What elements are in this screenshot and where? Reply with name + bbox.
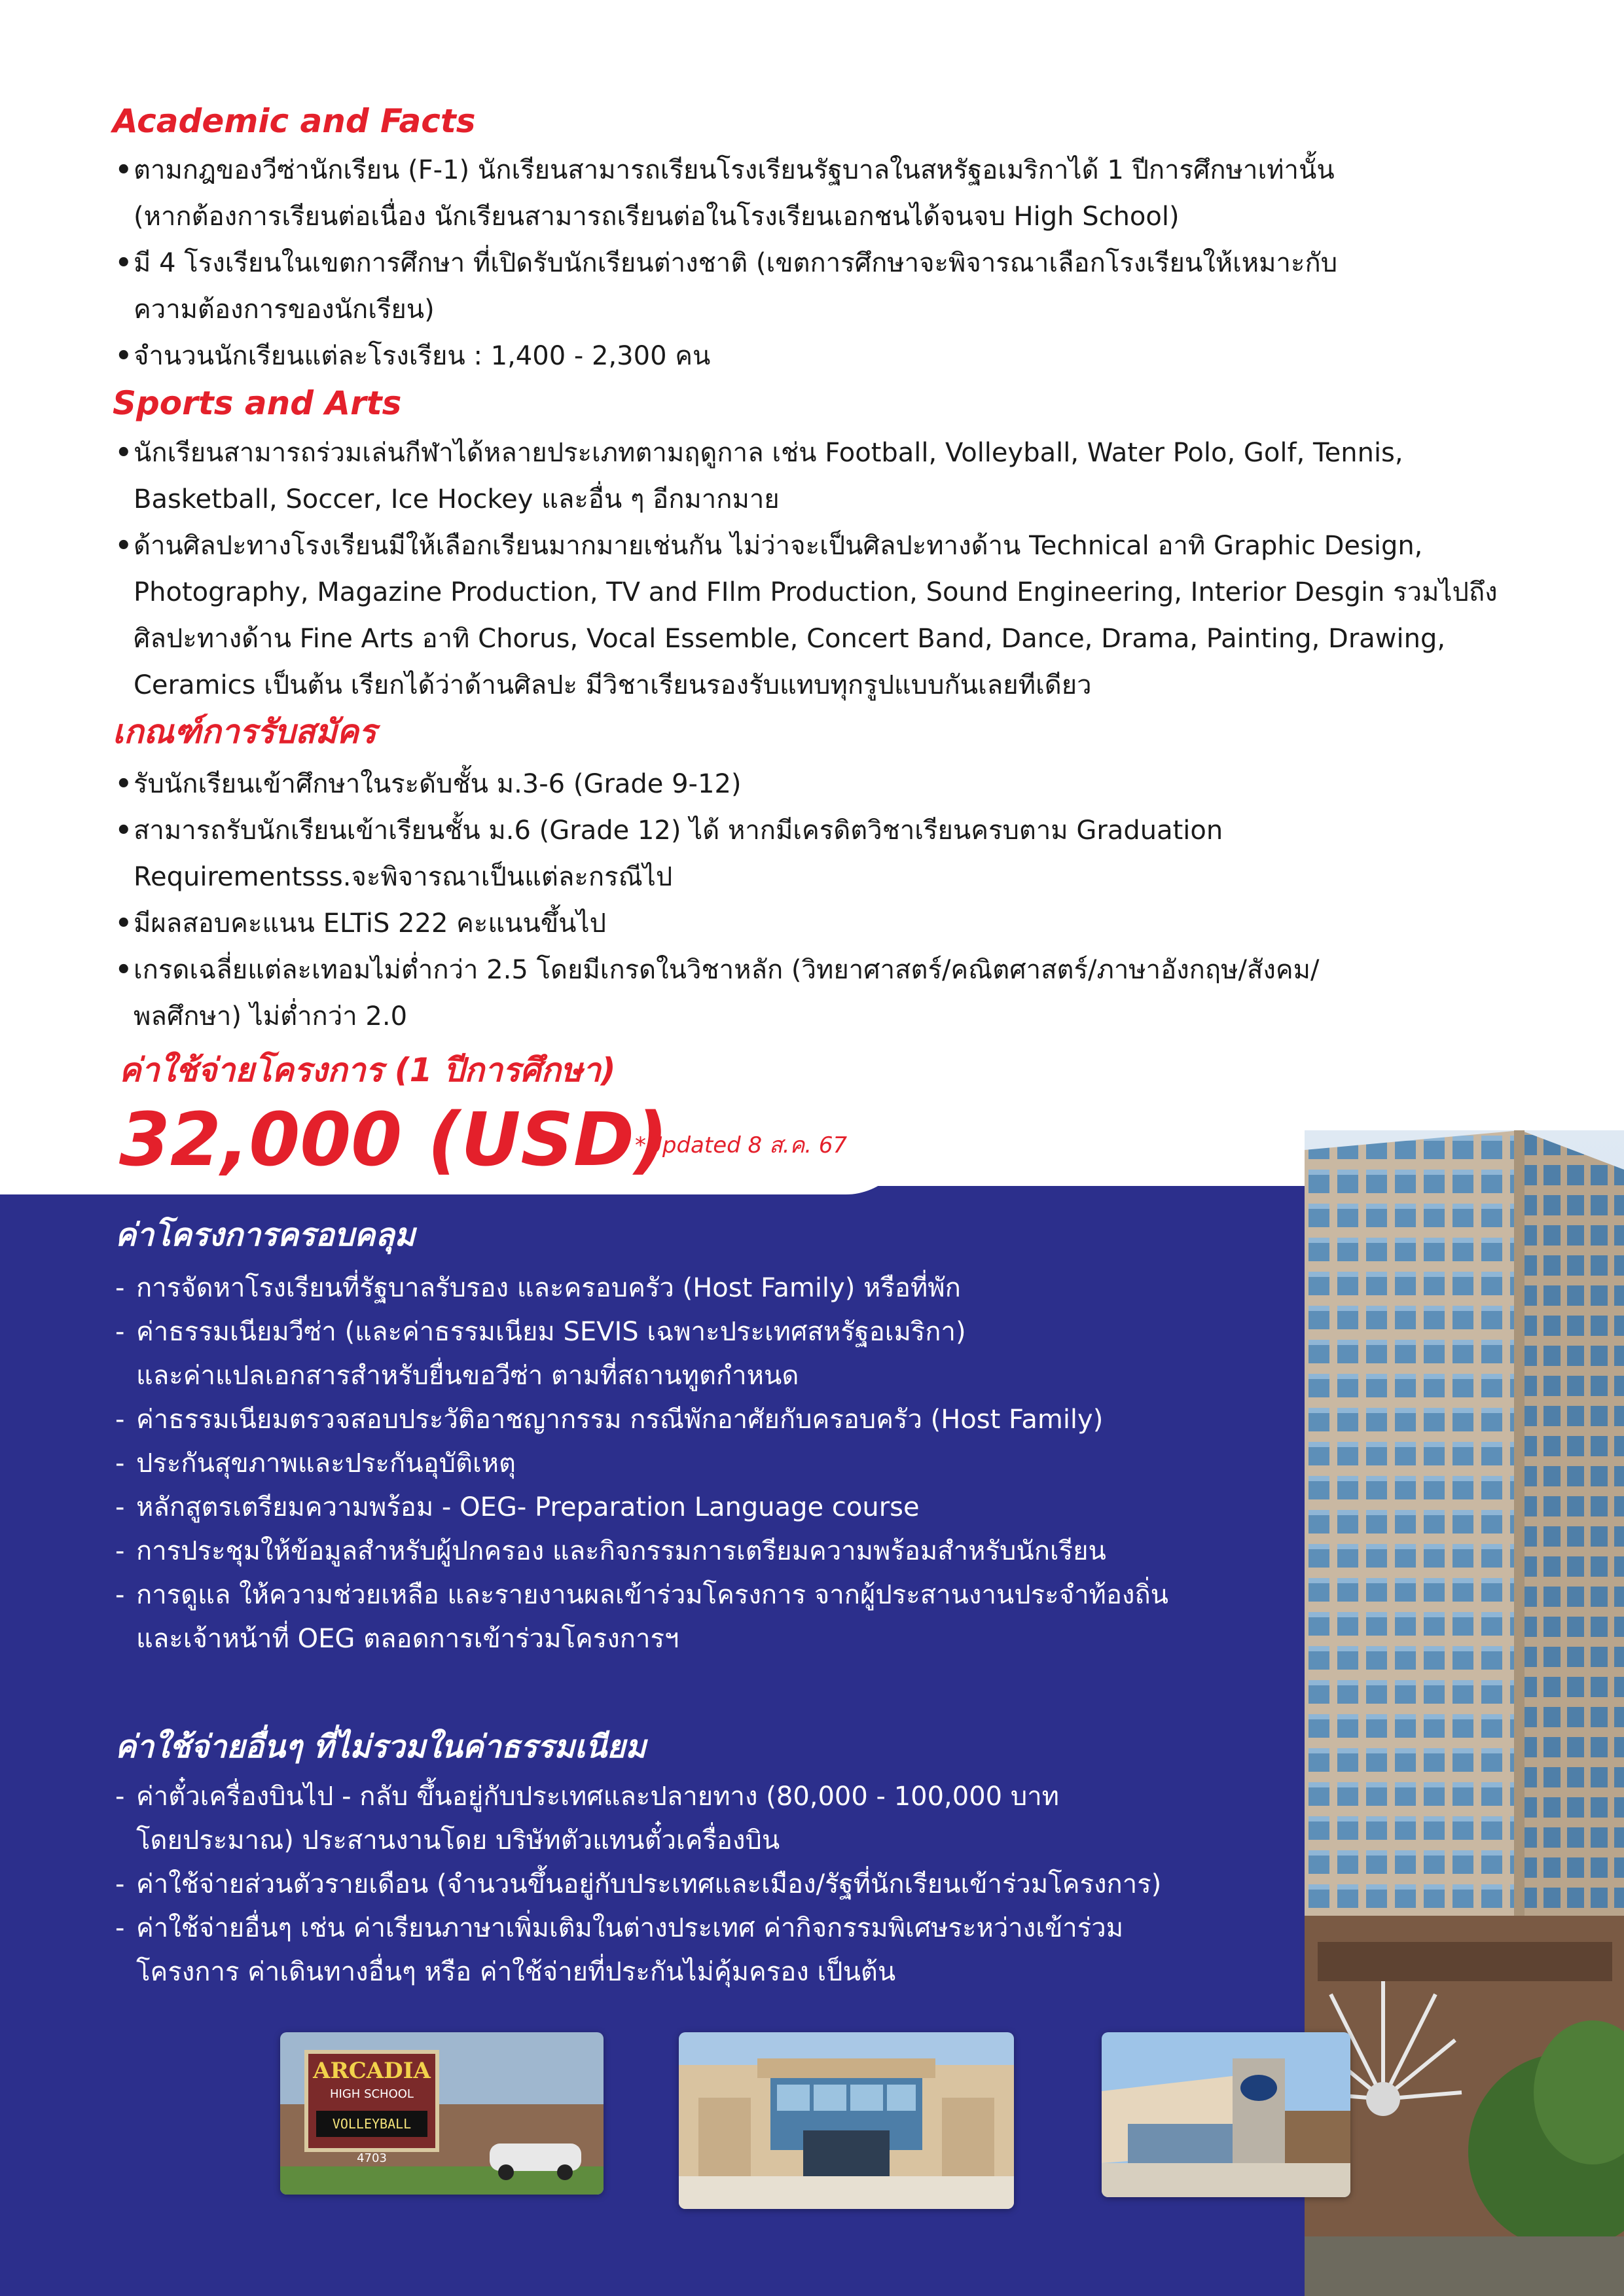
list-item: • สามารถรับนักเรียนเข้าเรียนชั้น ม.6 (Grade 12) ได้ หากมีเครดิตวิชาเรียนครบตาม Graduation Requirementsss.จะพิจารณาเป็นแต่ละกรณีไป: [115, 808, 1536, 901]
list-item: • นักเรียนสามารถร่วมเล่นกีฬาได้หลายประเภทตามฤดูกาล เช่น Football, Volleyball, Water Polo, Golf, Tennis, Basketball, Soccer, Ice Hockey และอื่น ๆ อีกมากมาย: [115, 430, 1536, 523]
sign-marquee: VOLLEYBALL: [332, 2116, 412, 2132]
academic-title: Academic and Facts: [113, 102, 476, 140]
excluded-list: [115, 1775, 1293, 1994]
school-building-photo: [1305, 1130, 1624, 2296]
school-entrance-photo: [679, 2032, 1014, 2209]
excluded-title: ค่าใช้จ่ายอื่นๆ ที่ไม่รวมในค่าธรรมเนียม: [115, 1729, 647, 1765]
list-item: - ค่าใช้จ่ายอื่นๆ เช่น ค่าเรียนภาษาเพิ่มเติมในต่างประเทศ ค่ากิจกรรมพิเศษระหว่างเข้าร่วม โครงการ ค่าเดินทางอื่นๆ หรือ ค่าใช้จ่ายที่ประกันไม่คุ้มครอง เป็นต้น: [115, 1907, 1293, 1994]
list-item: - ประกันสุขภาพและประกันอุบัติเหตุ: [115, 1442, 1293, 1486]
school-campus-photo: [1102, 2032, 1350, 2197]
list-item: • มีผลสอบคะแนน ELTiS 222 คะแนนขึ้นไป: [115, 901, 1536, 947]
school-sign-photo: [280, 2032, 604, 2195]
price: 32,000 (USD): [119, 1098, 668, 1183]
list-item: - หลักสูตรเตรียมความพร้อม - OEG- Preparation Language course: [115, 1486, 1293, 1530]
criteria-title: เกณฑ์การรับสมัคร: [113, 713, 376, 751]
academic-list: [115, 147, 1536, 380]
list-item: - การจัดหาโรงเรียนที่รัฐบาลรับรอง และครอบครัว (Host Family) หรือที่พัก: [115, 1266, 1293, 1310]
list-item: - การประชุมให้ข้อมูลสำหรับผู้ปกครอง และกิจกรรมการเตรียมความพร้อมสำหรับนักเรียน: [115, 1530, 1293, 1573]
sports-list: [115, 430, 1536, 709]
list-item: - ค่าตั๋วเครื่องบินไป - กลับ ขึ้นอยู่กับประเทศและปลายทาง (80,000 - 100,000 บาท โดยประมาณ) ประสานงานโดย บริษัทตัวแทนตั๋วเครื่องบิน: [115, 1775, 1293, 1863]
criteria-list: [115, 761, 1536, 1040]
cost-title: ค่าใช้จ่ายโครงการ (1 ปีการศึกษา): [119, 1051, 616, 1089]
list-item: - การดูแล ให้ความช่วยเหลือ และรายงานผลเข้าร่วมโครงการ จากผู้ประสานงานประจำท้องถิ่น และเจ้าหน้าที่ OEG ตลอดการเข้าร่วมโครงการฯ: [115, 1573, 1293, 1661]
list-item: • ด้านศิลปะทางโรงเรียนมีให้เลือกเรียนมากมายเช่นกัน ไม่ว่าจะเป็นศิลปะทางด้าน Technical อาทิ Graphic Design, Photography, Magazine Production, TV and FIlm Production, Sound Engineering, Interior Desgin รวมไปถึง ศิลปะทางด้าน Fine Arts อาทิ Chorus, Vocal Essemble, Concert Band, Dance, Drama, Painting, Drawing, Ceramics เป็นต้น เรียกได้ว่าด้านศิลปะ มีวิชาเรียนรองรับแทบทุกรูปแบบกันเลยทีเดียว: [115, 523, 1536, 709]
list-item: • รับนักเรียนเข้าศึกษาในระดับชั้น ม.3-6 (Grade 9-12): [115, 761, 1536, 808]
sign-number: 4703: [357, 2151, 387, 2165]
list-item: • จำนวนนักเรียนแต่ละโรงเรียน : 1,400 - 2,300 คน: [115, 333, 1536, 380]
list-item: • มี 4 โรงเรียนในเขตการศึกษา ที่เปิดรับนักเรียนต่างชาติ (เขตการศึกษาจะพิจารณาเลือกโรงเรียนให้เหมาะกับ ความต้องการของนักเรียน): [115, 240, 1536, 333]
sign-subtitle: HIGH SCHOOL: [330, 2087, 414, 2101]
list-item: • ตามกฎของวีซ่านักเรียน (F-1) นักเรียนสามารถเรียนโรงเรียนรัฐบาลในสหรัฐอเมริกาได้ 1 ปีการศึกษาเท่านั้น (หากต้องการเรียนต่อเนื่อง นักเรียนสามารถเรียนต่อในโรงเรียนเอกชนได้จนจบ High School): [115, 147, 1536, 240]
list-item: - ค่าใช้จ่ายส่วนตัวรายเดือน (จำนวนขึ้นอยู่กับประเทศและเมือง/รัฐที่นักเรียนเข้าร่วมโครงการ): [115, 1863, 1293, 1907]
list-item: - ค่าธรรมเนียมตรวจสอบประวัติอาชญากรรม กรณีพักอาศัยกับครอบครัว (Host Family): [115, 1398, 1293, 1442]
sports-title: Sports and Arts: [113, 384, 402, 422]
list-item: • เกรดเฉลี่ยแต่ละเทอมไม่ต่ำกว่า 2.5 โดยมีเกรดในวิชาหลัก (วิทยาศาสตร์/คณิตศาสตร์/ภาษาอังกฤษ/สังคม/ พลศึกษา) ไม่ต่ำกว่า 2.0: [115, 947, 1536, 1040]
covered-list: [115, 1266, 1293, 1661]
covered-title: ค่าโครงการครอบคลุม: [115, 1217, 416, 1253]
list-item: - ค่าธรรมเนียมวีซ่า (และค่าธรรมเนียม SEVIS เฉพาะประเทศสหรัฐอเมริกา) และค่าแปลเอกสารสำหรับยื่นขอวีซ่า ตามที่สถานทูตกำหนด: [115, 1310, 1293, 1398]
sign-name: ARCADIA: [313, 2058, 431, 2084]
price-updated-note: *Updated 8 ส.ค. 67: [635, 1132, 848, 1158]
